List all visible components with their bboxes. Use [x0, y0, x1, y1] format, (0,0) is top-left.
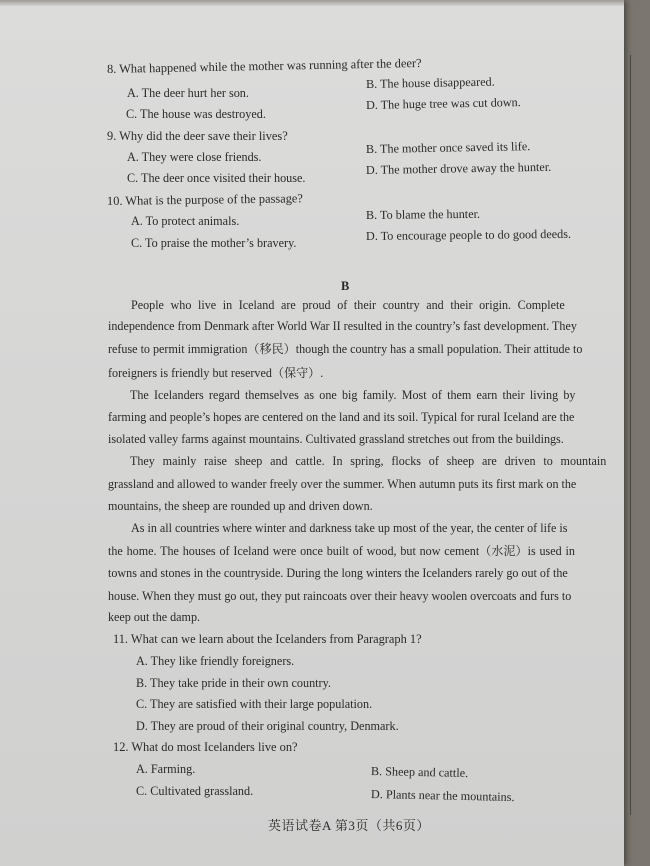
- passage-line-8: They mainly raise sheep and cattle. In spring, flocks of sheep are driven to mountain: [130, 454, 607, 468]
- question-8-option-c: C. The house was destroyed.: [126, 107, 266, 121]
- passage-line-13: towns and stones in the countryside. During the long winters the Icelanders rarely go out of the: [108, 566, 568, 580]
- question-10-stem: 10. What is the purpose of the passage?: [106, 191, 303, 208]
- passage-line-6: farming and people’s hopes are centered on the land and its soil. Typical for rural Iceland are the: [108, 410, 575, 424]
- question-10-option-a: A. To protect animals.: [131, 214, 240, 228]
- section-b-heading: B: [341, 279, 350, 293]
- passage-line-12: the home. The houses of Iceland were once built of wood, but now cement（水泥）is used in: [108, 544, 575, 558]
- question-9-option-d: D. The mother drove away the hunter.: [365, 159, 552, 177]
- passage-line-2: independence from Denmark after World War II resulted in the country’s fast development. They: [108, 319, 577, 333]
- page-footer: 英语试卷A 第3页（共6页）: [268, 818, 430, 833]
- question-9-option-b: B. The mother once saved its life.: [365, 139, 531, 156]
- question-10-option-c: C. To praise the mother’s bravery.: [131, 236, 297, 250]
- question-8-option-d: D. The huge tree was cut down.: [365, 95, 521, 112]
- question-11-option-d: D. They are proud of their original country, Denmark.: [136, 719, 399, 733]
- question-11-stem: 11. What can we learn about the Icelanders from Paragraph 1?: [113, 632, 422, 646]
- question-9-stem: 9. Why did the deer save their lives?: [107, 129, 288, 143]
- passage-line-3: refuse to permit immigration（移民）though the country has a small population. Their attitude to: [108, 342, 583, 356]
- question-12-stem: 12. What do most Icelanders live on?: [113, 740, 298, 754]
- question-8-stem: 8. What happened while the mother was running after the deer?: [106, 55, 422, 76]
- page-top-edge: [0, 0, 624, 6]
- question-12-option-b: B. Sheep and cattle.: [370, 764, 469, 781]
- question-11-option-b: B. They take pride in their own country.: [136, 676, 331, 690]
- page-fold-line: [630, 55, 631, 815]
- passage-line-4: foreigners is friendly but reserved（保守）.: [108, 366, 324, 380]
- question-11-option-a: A. They like friendly foreigners.: [136, 654, 295, 668]
- question-12-option-c: C. Cultivated grassland.: [136, 784, 254, 798]
- passage-line-11: As in all countries where winter and darkness take up most of the year, the center of life is: [131, 521, 568, 535]
- question-8-option-a: A. The deer hurt her son.: [127, 86, 249, 100]
- question-11-option-c: C. They are satisfied with their large population.: [136, 697, 373, 711]
- passage-line-14: house. When they must go out, they put raincoats over their heavy woolen overcoats and furs to: [108, 589, 572, 603]
- question-12-option-a: A. Farming.: [136, 762, 196, 776]
- passage-line-9: grassland and allowed to wander freely over the summer. When autumn puts its first mark on the: [108, 477, 577, 491]
- passage-line-10: mountains, the sheep are rounded up and driven down.: [108, 499, 373, 513]
- passage-line-1: People who live in Iceland are proud of their country and their origin. Complete: [131, 298, 565, 312]
- question-12-option-d: D. Plants near the mountains.: [370, 787, 515, 805]
- passage-line-7: isolated valley farms against mountains. Cultivated grassland stretches out from the buildings.: [108, 432, 564, 446]
- question-9-option-a: A. They were close friends.: [127, 150, 262, 164]
- question-9-option-c: C. The deer once visited their house.: [127, 171, 306, 185]
- question-10-option-b: B. To blame the hunter.: [365, 206, 481, 222]
- passage-line-5: The Icelanders regard themselves as one big family. Most of them earn their living by: [130, 388, 576, 402]
- passage-line-15: keep out the damp.: [108, 610, 201, 624]
- question-8-option-b: B. The house disappeared.: [365, 74, 495, 91]
- question-10-option-d: D. To encourage people to do good deeds.: [365, 226, 572, 243]
